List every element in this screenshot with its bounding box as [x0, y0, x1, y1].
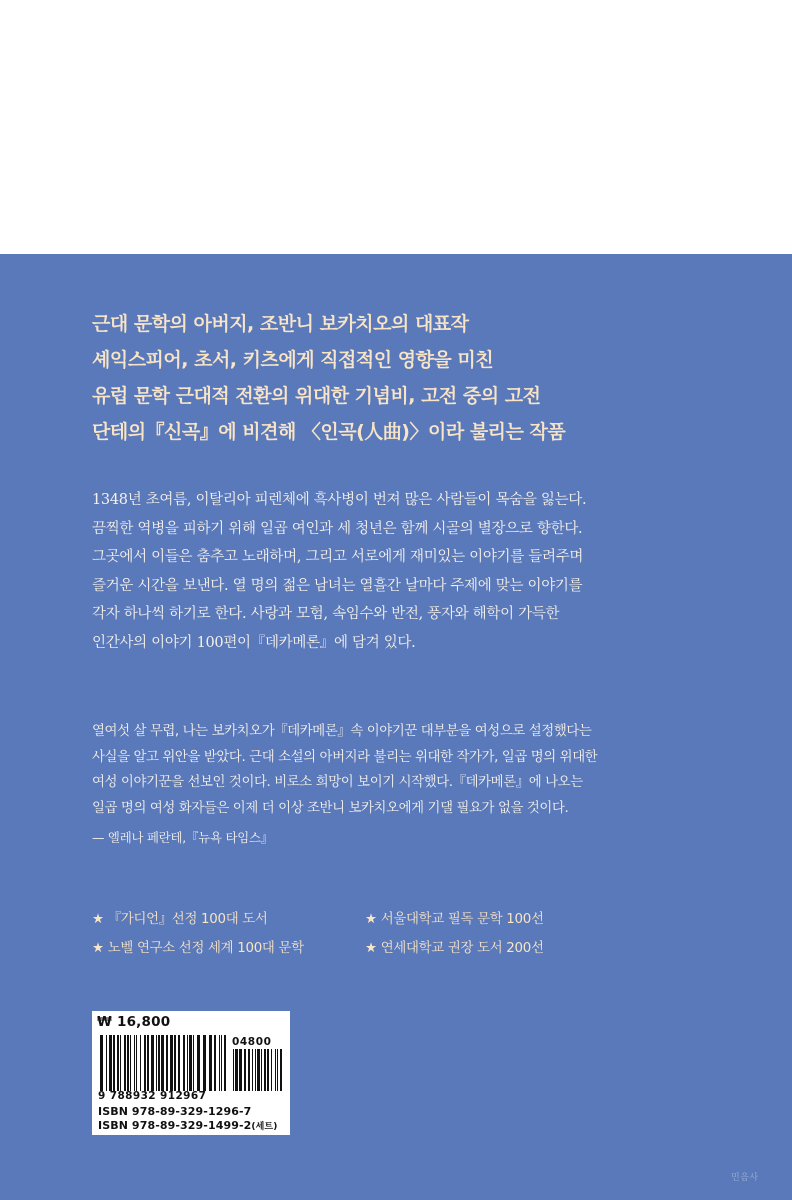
barcode-bar [275, 1049, 276, 1091]
barcode-bar [136, 1035, 137, 1091]
quote-line: 여성 이야기꾼을 선보인 것이다. 비로소 희망이 보이기 시작했다.『데카메론』에 나오는 [92, 775, 583, 790]
barcode-bar [193, 1035, 194, 1091]
barcode-bar [221, 1035, 222, 1091]
award-item [365, 934, 544, 963]
barcode-bars-main [100, 1035, 228, 1091]
quote-line: 사실을 알고 위안을 받았다. 근대 소설의 아버지라 불리는 위대한 작가가, 일곱 명의 위대한 [92, 749, 598, 765]
price: ₩ 16,800 [97, 1014, 171, 1030]
barcode-bars-addon [233, 1049, 283, 1091]
barcode-bar [235, 1049, 238, 1091]
award-item [92, 934, 304, 963]
barcode-bar [161, 1035, 164, 1091]
barcode-bar [170, 1035, 173, 1091]
barcode-bar [158, 1035, 160, 1091]
barcode-bar [197, 1035, 200, 1091]
award-item [92, 905, 268, 934]
barcode-bar [183, 1035, 185, 1091]
barcode-bar [264, 1049, 266, 1091]
barcode-bar [244, 1049, 246, 1091]
barcode-bar [219, 1035, 220, 1091]
barcode-bar [130, 1035, 131, 1091]
headline-line: 근대 문학의 아버지, 조반니 보카치오의 대표작 [92, 313, 469, 335]
barcode-bar [255, 1049, 256, 1091]
barcode-bar [252, 1049, 253, 1091]
set-label: (세트) [251, 1122, 278, 1132]
barcode-bar [189, 1035, 192, 1091]
barcode-bar [187, 1035, 188, 1091]
barcode-bar [178, 1035, 180, 1091]
barcode-label [92, 1011, 290, 1135]
award-item [365, 905, 544, 934]
barcode-bar [209, 1035, 212, 1091]
synopsis-line: 즐거운 시간을 보낸다. 열 명의 젊은 남녀는 열흘간 날마다 주제에 맞는 이야기를 [92, 577, 583, 594]
barcode-bar [257, 1049, 260, 1091]
quote-line: 열여섯 살 무렵, 나는 보카치오가『데카메론』속 이야기꾼 대부분을 여성으로 설정했다는 [92, 724, 592, 739]
headline-line: 셰익스피어, 초서, 키츠에게 직접적인 영향을 미친 [92, 349, 494, 371]
barcode-bar [233, 1049, 234, 1091]
award-label: 『가디언』선정 100대 도서 [107, 912, 268, 927]
barcode-bar [174, 1035, 176, 1091]
barcode-bar [113, 1035, 115, 1091]
barcode-bar [134, 1035, 135, 1091]
barcode-bar [166, 1035, 168, 1091]
barcode-bar [261, 1049, 262, 1091]
isbn-set: ISBN 978-89-329-1499-2 [98, 1119, 252, 1132]
synopsis-line: 끔찍한 역병을 피하기 위해 일곱 여인과 세 청년은 함께 시골의 별장으로 향한다. [92, 520, 583, 537]
barcode-bar [271, 1049, 272, 1091]
quote-line: 일곱 명의 여성 화자들은 이제 더 이상 조반니 보카치오에게 기댈 필요가 없을 것이다. [92, 800, 569, 816]
barcode-bar [109, 1035, 112, 1091]
barcode-bar [106, 1035, 107, 1091]
barcode-bar [100, 1035, 103, 1091]
barcode-bar [124, 1035, 126, 1091]
barcode-bar [140, 1035, 141, 1091]
star-icon: ★ [365, 941, 377, 956]
award-label: 연세대학교 권장 도서 200선 [380, 941, 544, 956]
publisher-logo: 민음사 [731, 1173, 759, 1183]
barcode-bar [203, 1035, 206, 1091]
synopsis-line: 인간사의 이야기 100편이『데카메론』에 담겨 있다. [92, 634, 416, 651]
barcode-bar [280, 1049, 282, 1091]
headline-block [92, 306, 712, 450]
barcode-bar [248, 1049, 250, 1091]
barcode-bar [144, 1035, 146, 1091]
barcode-bar [214, 1035, 216, 1091]
ean-number: 9 788932 912967 [98, 1090, 207, 1102]
isbn-set-line [98, 1119, 277, 1132]
isbn-book: ISBN 978-89-329-1296-7 [98, 1105, 252, 1118]
barcode-bar [156, 1035, 157, 1091]
headline-line: 단테의『신곡』에 비견해 〈인곡(人曲)〉이라 불리는 작품 [92, 421, 566, 443]
award-label: 노벨 연구소 선정 세계 100대 문학 [107, 941, 304, 956]
star-icon: ★ [365, 912, 377, 927]
barcode-bar [267, 1049, 269, 1091]
headline-line: 유럽 문학 근대적 전환의 위대한 기념비, 고전 중의 고전 [92, 385, 541, 407]
barcode-bar [147, 1035, 149, 1091]
synopsis-line: 1348년 초여름, 이탈리아 피렌체에 흑사병이 번져 많은 사람들이 목숨을 잃는다. [92, 492, 587, 508]
barcode-bar [127, 1035, 129, 1091]
top-white-area [0, 0, 792, 254]
barcode-bar [277, 1049, 278, 1091]
star-icon: ★ [92, 912, 104, 927]
award-label: 서울대학교 필독 문학 100선 [380, 912, 544, 927]
barcode-bar [120, 1035, 121, 1091]
star-icon: ★ [92, 941, 104, 956]
barcode-bar [239, 1049, 242, 1091]
synopsis-block [92, 486, 712, 657]
review-quote-block [92, 719, 712, 851]
barcode-bar [117, 1035, 119, 1091]
barcode-bar [151, 1035, 154, 1091]
barcode-bar [224, 1035, 226, 1091]
addon-code: 04800 [232, 1036, 272, 1048]
synopsis-line: 각자 하나씩 하기로 한다. 사랑과 모험, 속임수와 반전, 풍자와 해학이 가득한 [92, 606, 560, 622]
quote-attribution: — 엘레나 페란테,『뉴욕 타임스』 [92, 830, 273, 845]
synopsis-line: 그곳에서 이들은 춤추고 노래하며, 그리고 서로에게 재미있는 이야기를 들려주며 [92, 549, 584, 565]
